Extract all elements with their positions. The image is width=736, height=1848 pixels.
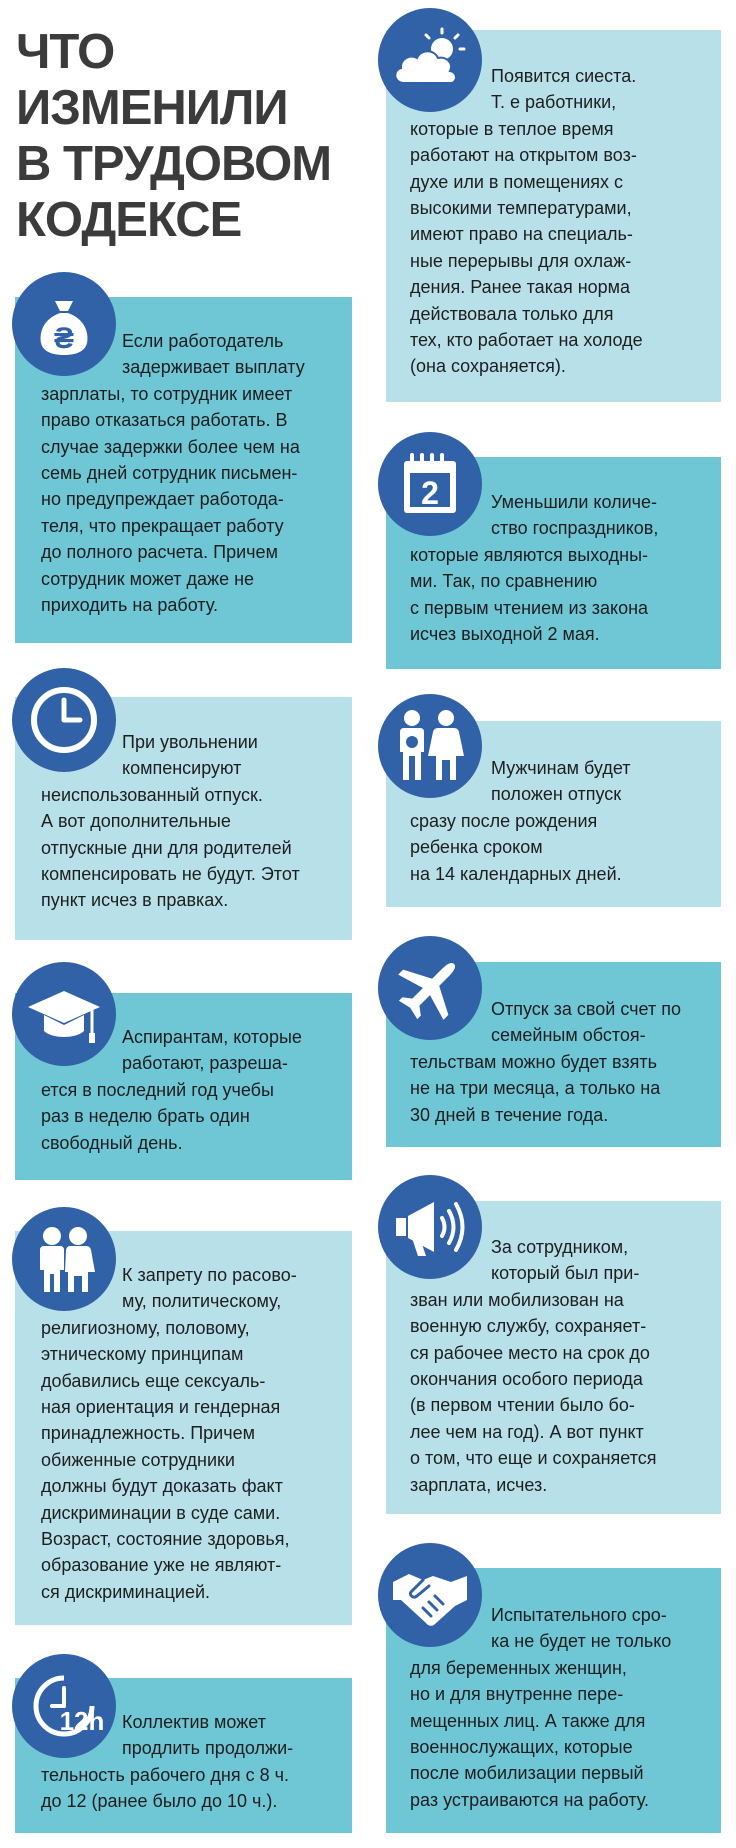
text-line: до 12 (ранее было до 10 ч.).: [41, 1791, 278, 1812]
text-line: ство госпраздников,: [491, 518, 659, 539]
text-line: раз устраиваются на работу.: [410, 1789, 650, 1810]
text-line: Испытательного сро-: [491, 1605, 667, 1625]
text-line: которые являются выходны-: [410, 544, 649, 565]
text-line: ребенка сроком: [410, 837, 543, 858]
text-line: мещенных лиц. А также для: [410, 1710, 646, 1731]
text-line: ся дискриминацией.: [41, 1581, 211, 1602]
title-line: КОДЕКСЕ: [16, 193, 242, 247]
text-line: на 14 календарных дней.: [410, 863, 622, 884]
text-line: (она сохраняется).: [410, 356, 566, 377]
text-line: дискриминации в суде сами.: [41, 1502, 281, 1523]
text-line: исчез выходной 2 мая.: [410, 624, 600, 645]
text-line: неиспользованный отпуск.: [41, 784, 263, 805]
text-line: работают на открытом воз-: [410, 145, 637, 166]
text-line: тельность рабочего дня с 8 ч.: [41, 1764, 290, 1785]
text-line: продлить продолжи-: [122, 1738, 294, 1759]
text-line: тельствам можно будет взять: [410, 1051, 657, 1072]
text-line: высокими температурами,: [410, 198, 632, 219]
text-line: должны будут доказать факт: [41, 1476, 283, 1497]
text-line: Возраст, состояние здоровья,: [41, 1529, 290, 1550]
text-line: Коллектив может: [122, 1712, 266, 1732]
text-line: семь дней сотрудник письмен-: [41, 463, 298, 484]
text-line: положен отпуск: [491, 784, 622, 805]
text-line: зван или мобилизован на: [410, 1289, 624, 1310]
text-line: зарплата, исчез.: [410, 1474, 548, 1495]
text-line: сразу после рождения: [410, 810, 598, 831]
title-line: В ТРУДОВОМ: [16, 137, 332, 191]
text-line: тех, кто работает на холоде: [410, 330, 643, 351]
text-line: окончания особого периода: [410, 1369, 643, 1390]
text-line: военнослужащих, которые: [410, 1737, 633, 1758]
text-line: с первым чтением из закона: [410, 597, 649, 618]
text-line: этническому принципам: [41, 1344, 244, 1365]
text-line: после мобилизации первый: [410, 1763, 644, 1784]
text-line: добавились еще сексуаль-: [41, 1370, 266, 1391]
text-line: которые в теплое время: [410, 118, 614, 139]
text-line: лее чем на год). А вот пункт: [410, 1421, 644, 1442]
text-line: задерживает выплату: [122, 357, 305, 378]
text-line: не на три месяца, а только на: [410, 1078, 661, 1099]
text-line: для беременных женщин,: [410, 1657, 627, 1678]
text-line: ми. Так, по сравнению: [410, 571, 598, 592]
text-line: ется в последний год учебы: [41, 1079, 274, 1100]
text-line: свободный день.: [41, 1132, 183, 1153]
text-line: сотрудник может даже не: [41, 568, 255, 589]
text-line: образование уже не являют-: [41, 1555, 282, 1576]
text-line: семейным обстоя-: [491, 1025, 646, 1046]
text-line: раз в неделю брать один: [41, 1106, 250, 1127]
title-line: ИЗМЕНИЛИ: [16, 81, 288, 135]
text-line: ся рабочее место на срок до: [410, 1342, 650, 1363]
text-line: право отказаться работать. В: [41, 410, 288, 431]
text-line: имеют право на специаль-: [410, 224, 633, 245]
text-line: о том, что еще и сохраняется: [410, 1448, 657, 1469]
text-line: (в первом чтении было бо-: [410, 1395, 635, 1416]
text-line: теля, что прекращает работу: [41, 515, 284, 536]
text-line: но и для внутренне пере-: [410, 1684, 624, 1705]
text-line: компенсировать не будут. Этот: [41, 864, 300, 885]
text-line: Мужчинам будет: [491, 758, 631, 778]
text-line: А вот дополнительные: [41, 811, 231, 832]
text-line: За сотрудником,: [491, 1237, 629, 1257]
text-line: При увольнении: [122, 732, 258, 752]
text-line: работают, разреша-: [122, 1053, 288, 1074]
text-line: пункт исчез в правках.: [41, 890, 229, 911]
text-line: Т. е работники,: [491, 92, 617, 113]
text-line: ная ориентация и гендерная: [41, 1397, 281, 1418]
text-line: случае задержки более чем на: [41, 436, 300, 457]
svg-text:₴: ₴: [53, 322, 75, 355]
text-line: но предупреждает работода-: [41, 489, 284, 510]
page-title: [16, 24, 356, 248]
title-line: ЧТО: [16, 25, 115, 79]
text-line: компенсируют: [122, 758, 242, 779]
text-line: обиженные сотрудники: [41, 1449, 235, 1470]
text-line: отпускные дни для родителей: [41, 837, 292, 858]
clock-badge: 12h: [59, 1706, 105, 1736]
text-line: принадлежность. Причем: [41, 1423, 255, 1444]
text-line: действовала только для: [410, 303, 614, 324]
text-line: 30 дней в течение года.: [410, 1104, 609, 1125]
text-line: Аспирантам, которые: [122, 1027, 302, 1047]
text-line: который был при-: [491, 1263, 640, 1284]
text-line: зарплаты, то сотрудник имеет: [41, 383, 293, 404]
text-line: ка не будет не только: [491, 1631, 672, 1652]
text-line: дения. Ранее такая норма: [410, 277, 631, 298]
text-line: Отпуск за свой счет по: [491, 999, 681, 1019]
text-line: ные перерывы для охлаж-: [410, 250, 632, 271]
text-line: Если работодатель: [122, 331, 284, 351]
text-line: К запрету по расово-: [122, 1265, 297, 1285]
calendar-badge: 2: [421, 475, 439, 511]
text-line: приходить на работу.: [41, 595, 218, 616]
text-line: до полного расчета. Причем: [41, 542, 278, 563]
text-line: Появится сиеста.: [491, 66, 637, 86]
text-line: духе или в помещениях с: [410, 171, 623, 192]
text-line: Уменьшили количе-: [491, 492, 658, 512]
text-line: религиозному, половому,: [41, 1317, 250, 1338]
text-line: военную службу, сохраняет-: [410, 1316, 647, 1337]
text-line: му, политическому,: [122, 1291, 282, 1312]
